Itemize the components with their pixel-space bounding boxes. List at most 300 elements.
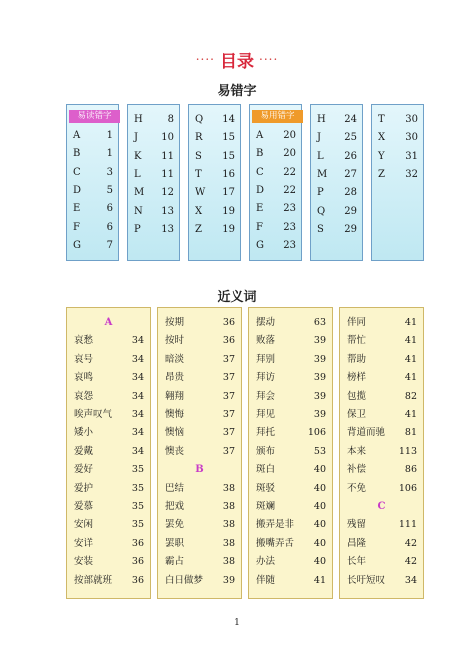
index-letter: M bbox=[317, 168, 328, 180]
synonym-column bbox=[157, 307, 242, 599]
index-page: 5 bbox=[106, 184, 113, 196]
synonym-word: 白日做梦 bbox=[165, 574, 204, 586]
synonym-word: 斑斓 bbox=[256, 501, 276, 512]
index-row bbox=[67, 219, 118, 237]
synonym-page: 36 bbox=[131, 574, 144, 586]
synonym-page: 41 bbox=[313, 574, 326, 586]
synonym-page: 40 bbox=[313, 556, 326, 568]
synonym-row bbox=[340, 406, 423, 424]
index-row bbox=[311, 184, 362, 202]
synonym-word: 巴结 bbox=[165, 482, 185, 494]
title-dots-right: ···· bbox=[259, 52, 279, 67]
synonym-row bbox=[67, 553, 150, 571]
index-letter: W bbox=[195, 187, 206, 199]
synonym-page: 34 bbox=[131, 409, 144, 420]
synonym-row bbox=[340, 369, 423, 387]
index-page: 23 bbox=[283, 203, 296, 215]
index-box bbox=[127, 104, 180, 261]
synonym-word: 摆动 bbox=[256, 317, 276, 328]
index-page: 31 bbox=[405, 150, 418, 162]
synonym-page: 34 bbox=[131, 372, 144, 384]
index-row bbox=[189, 166, 240, 184]
synonym-row bbox=[340, 480, 423, 498]
index-letter: C bbox=[73, 166, 81, 178]
synonym-row bbox=[67, 572, 150, 590]
synonym-word: 帮助 bbox=[347, 353, 367, 365]
synonym-word: 哀号 bbox=[74, 353, 94, 365]
synonym-page: 37 bbox=[222, 427, 235, 439]
index-row bbox=[250, 127, 301, 145]
synonym-page: 37 bbox=[222, 445, 235, 457]
synonym-row bbox=[67, 516, 150, 534]
index-page: 30 bbox=[405, 132, 418, 144]
synonym-word: 安闲 bbox=[74, 519, 94, 531]
index-page: 13 bbox=[161, 223, 174, 235]
index-letter: L bbox=[134, 168, 141, 180]
index-page: 11 bbox=[161, 168, 174, 180]
synonym-word: 本来 bbox=[347, 445, 367, 457]
synonym-page: 111 bbox=[398, 519, 417, 531]
synonym-row bbox=[67, 535, 150, 553]
index-page: 23 bbox=[283, 239, 296, 251]
index-box bbox=[249, 104, 302, 261]
index-page: 10 bbox=[161, 132, 174, 144]
synonym-row bbox=[158, 314, 241, 332]
synonym-row bbox=[340, 332, 423, 350]
synonym-word: 哀怨 bbox=[74, 390, 94, 402]
synonym-row bbox=[158, 480, 241, 498]
synonym-page: 37 bbox=[222, 372, 235, 384]
index-row bbox=[372, 129, 423, 147]
synonym-row bbox=[158, 553, 241, 571]
synonym-word: 拜访 bbox=[256, 372, 276, 384]
synonym-page: 36 bbox=[131, 537, 144, 549]
index-row bbox=[128, 148, 179, 166]
index-row bbox=[311, 129, 362, 147]
synonym-word: 懊悔 bbox=[165, 409, 185, 420]
index-letter: A bbox=[256, 130, 264, 141]
synonym-word: 爱护 bbox=[74, 482, 94, 494]
synonym-word: 按部就班 bbox=[74, 574, 113, 586]
index-letter: K bbox=[134, 150, 142, 162]
index-row bbox=[372, 148, 423, 166]
page-title bbox=[0, 47, 474, 72]
synonym-letter-heading: C bbox=[377, 501, 386, 512]
index-box bbox=[310, 104, 363, 261]
index-row bbox=[128, 184, 179, 202]
index-row bbox=[128, 166, 179, 184]
synonym-row bbox=[158, 388, 241, 406]
synonym-row bbox=[249, 424, 332, 442]
synonym-word: 拜别 bbox=[256, 353, 276, 365]
synonym-word: 伴随 bbox=[256, 574, 276, 586]
synonym-page: 41 bbox=[404, 372, 417, 384]
index-page: 19 bbox=[222, 223, 235, 235]
synonym-page: 39 bbox=[313, 353, 326, 365]
synonym-word: 补偿 bbox=[347, 464, 367, 476]
synonym-row bbox=[67, 498, 150, 516]
synonym-page: 53 bbox=[313, 445, 326, 457]
synonym-word: 残留 bbox=[347, 519, 367, 531]
synonym-page: 86 bbox=[404, 464, 417, 476]
synonym-row bbox=[67, 406, 150, 424]
title-dots-left: ···· bbox=[195, 52, 215, 67]
index-page: 6 bbox=[106, 221, 113, 233]
synonym-page: 38 bbox=[222, 556, 235, 568]
index-letter: M bbox=[134, 187, 145, 199]
index-letter: P bbox=[134, 223, 141, 235]
synonym-page: 39 bbox=[222, 574, 235, 586]
synonym-page: 41 bbox=[404, 353, 417, 365]
synonym-page: 40 bbox=[313, 482, 326, 494]
synonym-word: 搬弄是非 bbox=[256, 519, 295, 531]
synonym-row bbox=[340, 461, 423, 479]
index-letter: H bbox=[134, 114, 143, 125]
index-letter: X bbox=[378, 132, 386, 144]
synonym-word: 爱慕 bbox=[74, 501, 94, 512]
synonym-page: 106 bbox=[398, 482, 417, 494]
index-letter: J bbox=[317, 132, 322, 144]
index-page: 1 bbox=[106, 148, 113, 160]
index-page: 11 bbox=[161, 150, 174, 162]
synonym-page: 34 bbox=[131, 335, 144, 347]
synonym-page: 39 bbox=[313, 409, 326, 420]
index-letter: H bbox=[317, 114, 326, 125]
index-letter: S bbox=[317, 223, 324, 235]
synonym-row bbox=[158, 332, 241, 350]
synonym-word: 罢免 bbox=[165, 519, 185, 531]
synonym-page: 40 bbox=[313, 537, 326, 549]
synonym-word: 昌隆 bbox=[347, 537, 367, 549]
index-row bbox=[250, 200, 301, 218]
synonym-row bbox=[249, 480, 332, 498]
index-page: 15 bbox=[222, 132, 235, 144]
index-letter: A bbox=[73, 130, 81, 141]
synonym-row bbox=[67, 480, 150, 498]
index-page: 7 bbox=[106, 239, 113, 251]
synonym-row bbox=[340, 535, 423, 553]
index-row bbox=[67, 145, 118, 163]
synonym-column bbox=[339, 307, 424, 599]
index-letter: Z bbox=[195, 223, 202, 235]
synonym-row bbox=[249, 443, 332, 461]
index-row bbox=[128, 129, 179, 147]
synonym-page: 81 bbox=[404, 427, 417, 439]
index-letter: E bbox=[256, 203, 264, 215]
index-page: 17 bbox=[222, 187, 235, 199]
index-row bbox=[128, 221, 179, 239]
index-page: 23 bbox=[283, 221, 296, 233]
synonym-row bbox=[249, 388, 332, 406]
index-page: 30 bbox=[405, 114, 418, 125]
index-row bbox=[67, 237, 118, 255]
synonym-word: 不免 bbox=[347, 482, 367, 494]
synonym-page: 38 bbox=[222, 501, 235, 512]
synonym-row bbox=[249, 332, 332, 350]
synonym-row bbox=[158, 424, 241, 442]
index-row bbox=[189, 203, 240, 221]
synonym-row bbox=[249, 369, 332, 387]
synonym-page: 34 bbox=[131, 427, 144, 439]
synonym-page: 34 bbox=[131, 445, 144, 457]
index-row bbox=[67, 164, 118, 182]
index-page: 3 bbox=[106, 166, 113, 178]
synonym-row bbox=[340, 424, 423, 442]
index-page: 20 bbox=[283, 148, 296, 160]
synonym-word: 按期 bbox=[165, 317, 185, 328]
synonym-page: 39 bbox=[313, 372, 326, 384]
synonym-row bbox=[340, 388, 423, 406]
synonym-word: 安装 bbox=[74, 556, 94, 568]
synonym-page: 106 bbox=[307, 427, 326, 439]
synonym-page: 36 bbox=[131, 556, 144, 568]
synonym-word: 按时 bbox=[165, 335, 185, 347]
page-number: 1 bbox=[234, 618, 240, 628]
index-row bbox=[67, 182, 118, 200]
synonym-word: 罢职 bbox=[165, 537, 185, 549]
synonym-word: 榜样 bbox=[347, 372, 367, 384]
index-letter: J bbox=[134, 132, 139, 144]
synonym-word: 哀鸣 bbox=[74, 372, 94, 384]
synonym-word: 懊丧 bbox=[165, 445, 185, 457]
synonym-page: 38 bbox=[222, 537, 235, 549]
synonym-letter-heading: A bbox=[104, 317, 113, 328]
index-letter: B bbox=[256, 148, 264, 160]
synonym-page: 38 bbox=[222, 482, 235, 494]
index-row bbox=[311, 166, 362, 184]
synonym-page: 63 bbox=[313, 317, 326, 328]
synonym-page: 35 bbox=[131, 464, 144, 476]
index-row bbox=[311, 148, 362, 166]
index-row bbox=[311, 203, 362, 221]
index-letter: P bbox=[317, 187, 324, 199]
index-row bbox=[311, 111, 362, 129]
synonym-word: 霸占 bbox=[165, 556, 185, 568]
synonym-word: 长吁短叹 bbox=[347, 574, 386, 586]
index-letter: G bbox=[256, 239, 264, 251]
synonym-word: 办法 bbox=[256, 556, 276, 568]
synonym-row bbox=[249, 553, 332, 571]
synonym-word: 败落 bbox=[256, 335, 276, 347]
synonym-page: 35 bbox=[131, 501, 144, 512]
synonym-row bbox=[67, 351, 150, 369]
synonym-page: 38 bbox=[222, 519, 235, 531]
index-box bbox=[188, 104, 241, 261]
index-row bbox=[250, 182, 301, 200]
synonym-row bbox=[249, 498, 332, 516]
index-page: 24 bbox=[344, 114, 357, 125]
index-row bbox=[372, 166, 423, 184]
index-page: 29 bbox=[344, 205, 357, 217]
synonym-word: 爱好 bbox=[74, 464, 94, 476]
synonym-page: 36 bbox=[222, 335, 235, 347]
synonym-page: 82 bbox=[404, 390, 417, 402]
synonym-page: 37 bbox=[222, 409, 235, 420]
synonym-page: 37 bbox=[222, 390, 235, 402]
index-page: 29 bbox=[344, 223, 357, 235]
synonym-row bbox=[249, 351, 332, 369]
synonym-word: 懊恼 bbox=[165, 427, 185, 439]
index-row bbox=[128, 111, 179, 129]
index-row bbox=[250, 145, 301, 163]
synonym-row bbox=[67, 461, 150, 479]
synonym-word: 颁布 bbox=[256, 445, 276, 457]
synonym-column bbox=[248, 307, 333, 599]
index-page: 1 bbox=[106, 130, 113, 141]
synonym-row bbox=[340, 572, 423, 590]
synonym-word: 搬嘴弄舌 bbox=[256, 537, 295, 549]
index-letter: Q bbox=[317, 205, 326, 217]
index-page: 22 bbox=[283, 166, 296, 178]
synonym-letter-heading: B bbox=[195, 464, 204, 476]
index-row bbox=[372, 111, 423, 129]
index-letter: E bbox=[73, 203, 81, 215]
synonym-row bbox=[67, 443, 150, 461]
synonym-page: 41 bbox=[404, 335, 417, 347]
index-page: 27 bbox=[344, 168, 357, 180]
synonym-row bbox=[158, 516, 241, 534]
synonym-word: 长年 bbox=[347, 556, 367, 568]
section-heading-synonyms: 近义词 bbox=[217, 290, 257, 305]
synonym-word: 把戏 bbox=[165, 501, 185, 512]
synonym-row bbox=[158, 351, 241, 369]
synonym-row bbox=[158, 572, 241, 590]
index-letter: F bbox=[256, 221, 263, 233]
synonym-row bbox=[158, 498, 241, 516]
index-page: 32 bbox=[405, 168, 418, 180]
synonym-row bbox=[158, 406, 241, 424]
synonym-row bbox=[340, 351, 423, 369]
index-row bbox=[250, 237, 301, 255]
index-letter: D bbox=[256, 184, 265, 196]
index-box bbox=[371, 104, 424, 261]
synonym-row bbox=[249, 535, 332, 553]
index-page: 15 bbox=[222, 150, 235, 162]
synonym-word: 翱翔 bbox=[165, 390, 185, 402]
synonym-row bbox=[340, 443, 423, 461]
synonym-word: 斑驳 bbox=[256, 482, 276, 494]
synonym-word: 暗淡 bbox=[165, 353, 185, 365]
index-letter: C bbox=[256, 166, 264, 178]
synonym-page: 37 bbox=[222, 353, 235, 365]
synonym-row bbox=[340, 553, 423, 571]
index-letter: B bbox=[73, 148, 81, 160]
tag-yidu: 易读错字 bbox=[69, 110, 120, 123]
index-page: 6 bbox=[106, 203, 113, 215]
synonym-word: 斑白 bbox=[256, 464, 276, 476]
synonym-row bbox=[249, 516, 332, 534]
index-letter: G bbox=[73, 239, 81, 251]
index-letter: Z bbox=[378, 168, 385, 180]
synonym-word: 拜会 bbox=[256, 390, 276, 402]
index-page: 26 bbox=[344, 150, 357, 162]
index-row bbox=[67, 200, 118, 218]
synonym-page: 36 bbox=[222, 317, 235, 328]
tag-yiyong: 易用错字 bbox=[252, 110, 303, 123]
synonym-page: 35 bbox=[131, 519, 144, 531]
synonym-column bbox=[66, 307, 151, 599]
index-page: 13 bbox=[161, 205, 174, 217]
index-page: 12 bbox=[161, 187, 174, 199]
synonym-row bbox=[249, 461, 332, 479]
synonym-row bbox=[67, 332, 150, 350]
index-page: 22 bbox=[283, 184, 296, 196]
index-letter: Y bbox=[378, 150, 385, 162]
index-row bbox=[250, 219, 301, 237]
synonym-row bbox=[249, 406, 332, 424]
synonym-word: 哀愁 bbox=[74, 335, 94, 347]
synonym-word: 拜托 bbox=[256, 427, 276, 439]
synonym-word: 伴同 bbox=[347, 317, 367, 328]
synonym-word: 爱戴 bbox=[74, 445, 94, 457]
synonym-word: 包揽 bbox=[347, 390, 367, 402]
section-heading-easy-wrong: 易错字 bbox=[217, 84, 257, 99]
index-letter: F bbox=[73, 221, 80, 233]
synonym-page: 34 bbox=[131, 353, 144, 365]
synonym-page: 41 bbox=[404, 409, 417, 420]
index-box bbox=[66, 104, 119, 261]
index-row bbox=[67, 127, 118, 145]
index-row bbox=[128, 203, 179, 221]
synonym-word: 安详 bbox=[74, 537, 94, 549]
index-letter: N bbox=[134, 205, 143, 217]
index-page: 25 bbox=[344, 132, 357, 144]
index-page: 8 bbox=[167, 114, 174, 125]
index-row bbox=[189, 148, 240, 166]
synonym-word: 保卫 bbox=[347, 409, 367, 420]
index-letter: L bbox=[317, 150, 324, 162]
synonym-page: 40 bbox=[313, 519, 326, 531]
synonym-row bbox=[340, 314, 423, 332]
index-page: 16 bbox=[222, 168, 235, 180]
synonym-page: 39 bbox=[313, 390, 326, 402]
synonym-row bbox=[249, 314, 332, 332]
index-row bbox=[311, 221, 362, 239]
index-letter: Q bbox=[195, 114, 204, 125]
index-letter: D bbox=[73, 184, 82, 196]
index-page: 20 bbox=[283, 130, 296, 141]
index-letter: X bbox=[195, 205, 203, 217]
synonym-word: 矮小 bbox=[74, 427, 94, 439]
synonym-page: 34 bbox=[404, 574, 417, 586]
index-row bbox=[250, 164, 301, 182]
index-letter: T bbox=[195, 168, 202, 180]
index-page: 14 bbox=[222, 114, 235, 125]
synonym-row bbox=[158, 535, 241, 553]
index-row bbox=[189, 111, 240, 129]
title-text: 目录 bbox=[220, 52, 254, 72]
synonym-page: 40 bbox=[313, 464, 326, 476]
synonym-word: 帮忙 bbox=[347, 335, 367, 347]
index-letter: S bbox=[195, 150, 202, 162]
synonym-word: 背道而驰 bbox=[347, 427, 386, 439]
index-row bbox=[189, 221, 240, 239]
synonym-page: 39 bbox=[313, 335, 326, 347]
synonym-row bbox=[249, 572, 332, 590]
index-letter: R bbox=[195, 132, 203, 144]
synonym-word: 唉声叹气 bbox=[74, 409, 113, 420]
index-letter: T bbox=[378, 114, 385, 125]
synonym-row bbox=[67, 369, 150, 387]
synonym-page: 42 bbox=[404, 537, 417, 549]
index-page: 28 bbox=[344, 187, 357, 199]
index-row bbox=[189, 129, 240, 147]
synonym-page: 40 bbox=[313, 501, 326, 512]
synonym-row bbox=[340, 516, 423, 534]
synonym-page: 42 bbox=[404, 556, 417, 568]
synonym-page: 41 bbox=[404, 317, 417, 328]
synonym-page: 113 bbox=[398, 445, 417, 457]
